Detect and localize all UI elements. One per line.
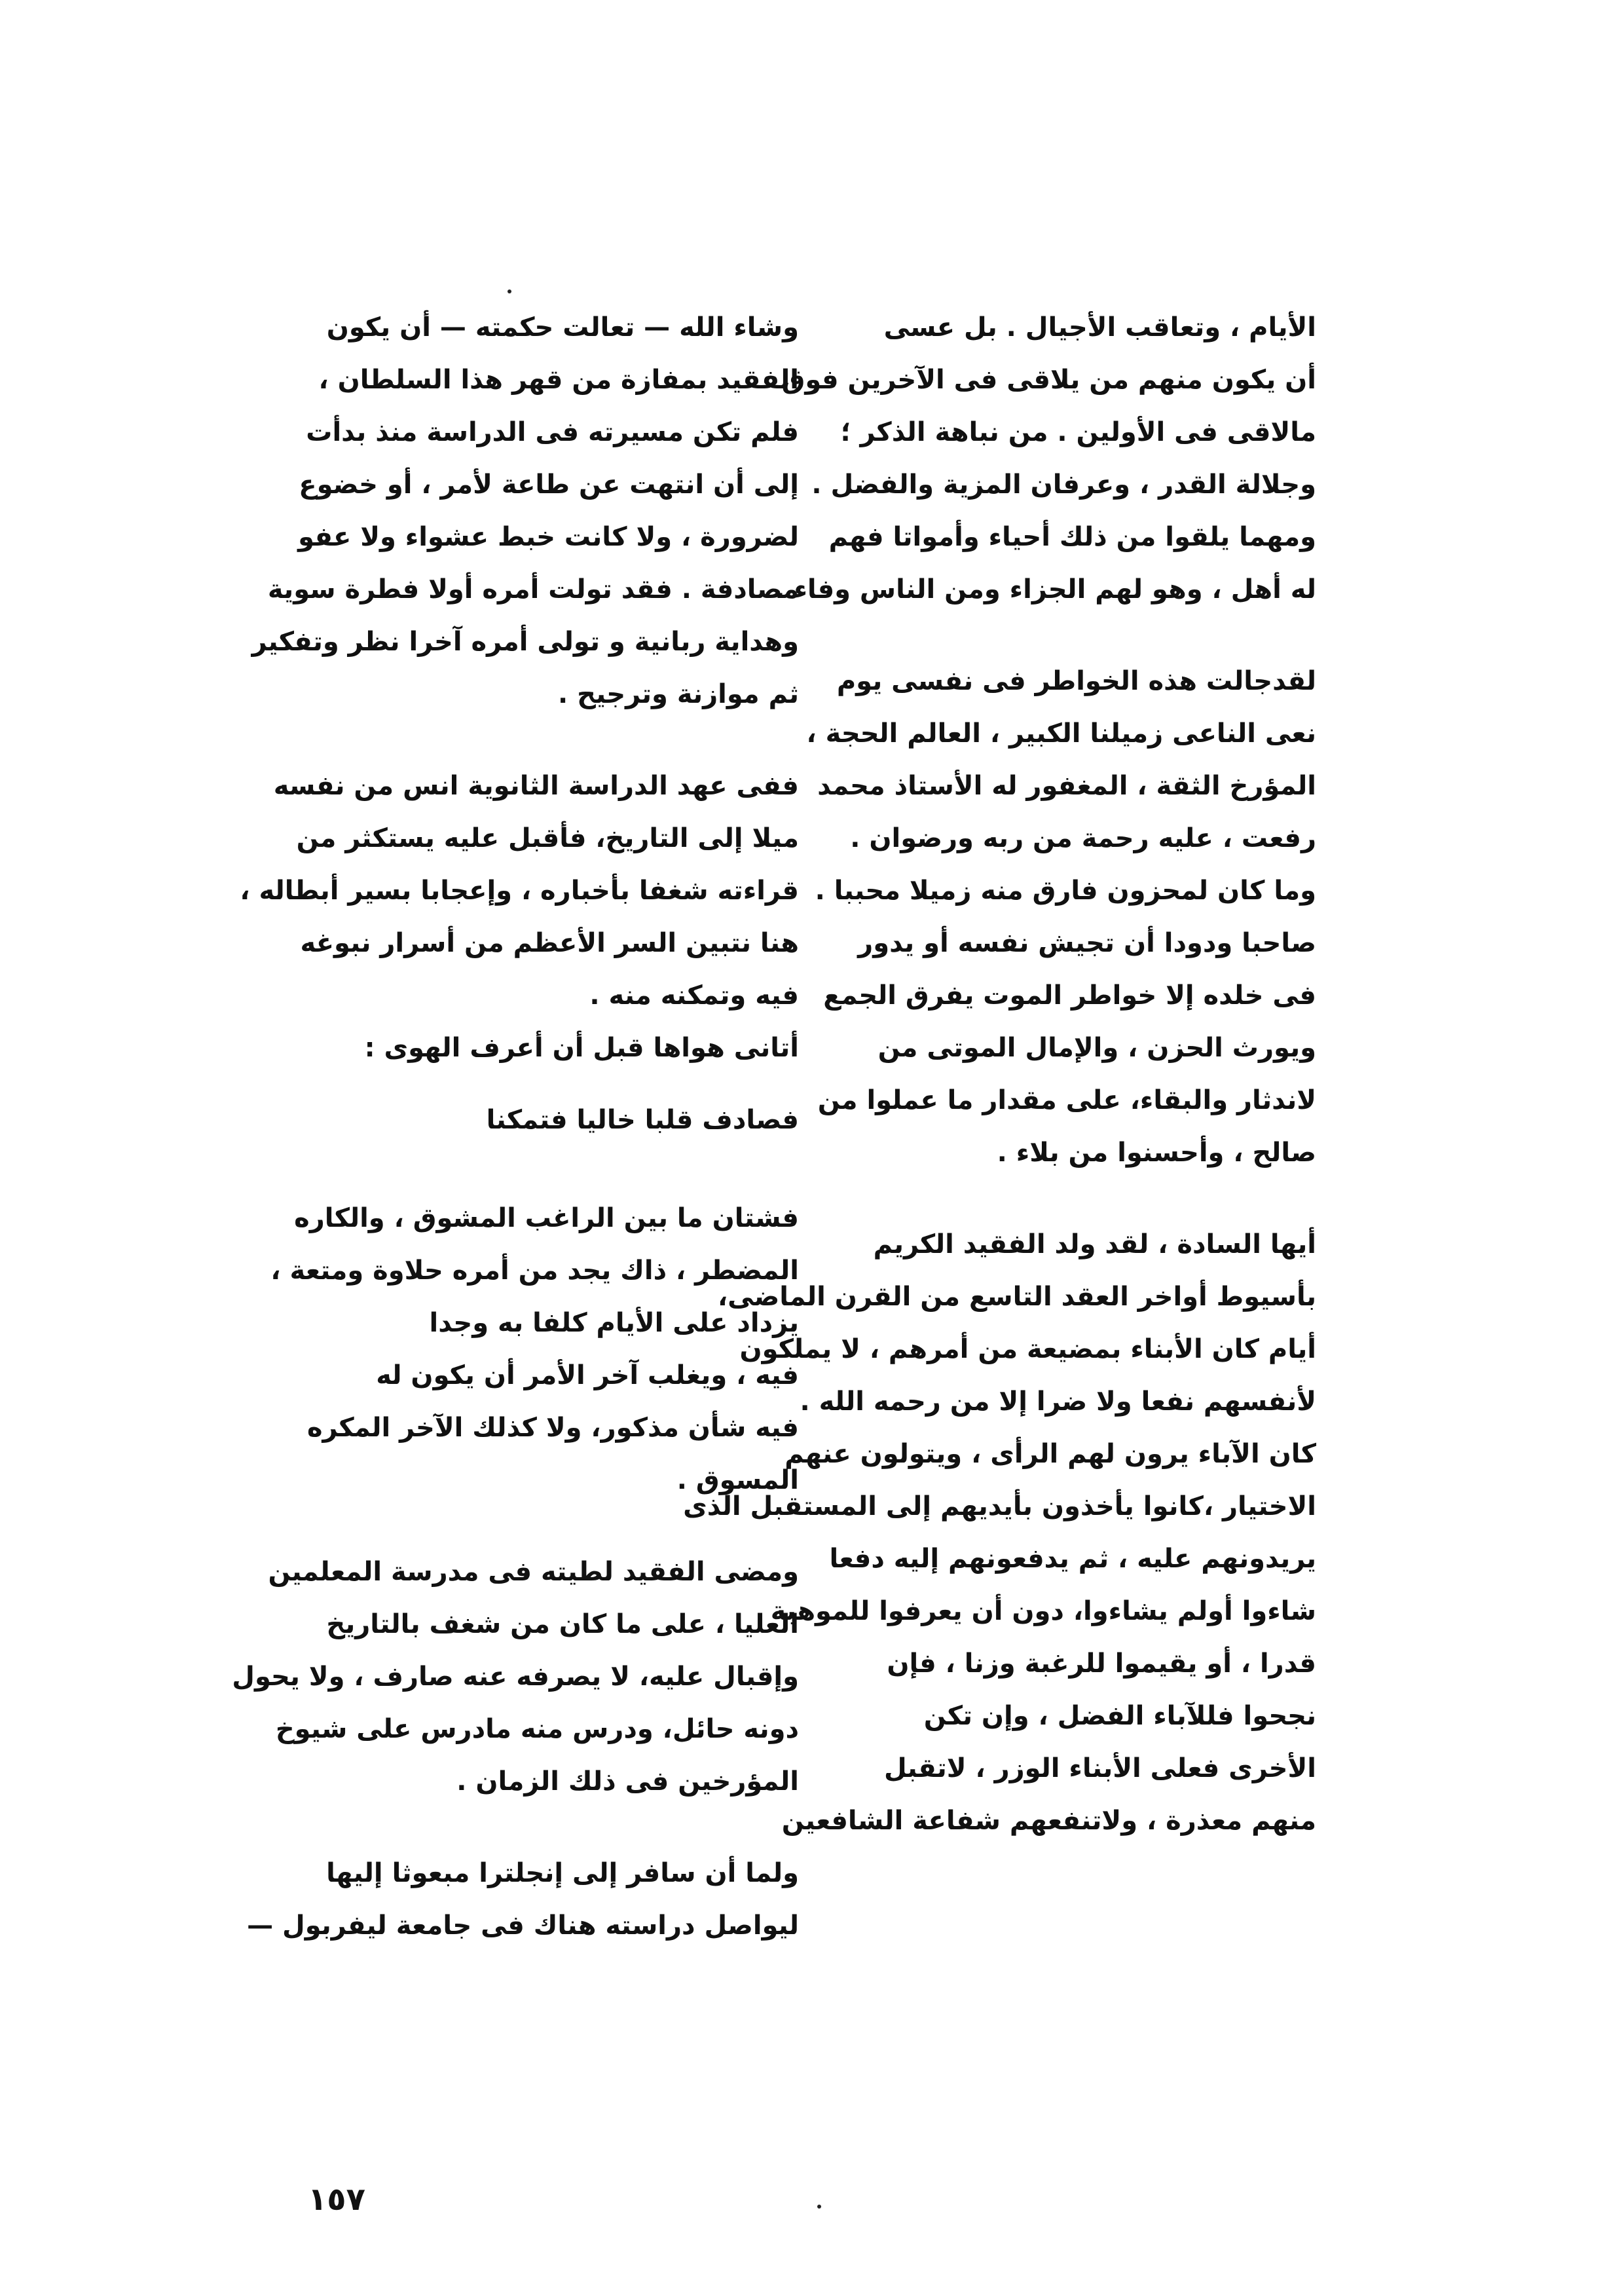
text-line: كان الآباء يرون لهم الرأى ، ويتولون عنهم <box>784 1439 1316 1469</box>
text-line: ومضى الفقيد لطيته فى مدرسة المعلمين <box>268 1557 799 1587</box>
text-line: ولما أن سافر إلى إنجلترا مبعوثا إليها <box>326 1858 799 1888</box>
text-line: لاندثار والبقاء، على مقدار ما عملوا من <box>817 1085 1316 1115</box>
scan-speck <box>507 289 511 293</box>
text-line: المسوق . <box>676 1465 799 1495</box>
page-number: ١٥٧ <box>308 2181 365 2218</box>
verse-line: أتانى هواها قبل أن أعرف الهوى : <box>364 1033 799 1063</box>
text-line: هنا نتبين السر الأعظم من أسرار نبوغه <box>300 928 799 958</box>
text-line: قدرا ، أو يقيموا للرغبة وزنا ، فإن <box>887 1649 1316 1679</box>
text-line: مصادفة . فقد تولت أمره أولا فطرة سوية <box>267 574 799 605</box>
text-line: فيه ، ويغلب آخر الأمر أن يكون له <box>376 1360 799 1390</box>
text-line: الأيام ، وتعاقب الأجيال . بل عسى <box>883 312 1316 343</box>
paragraph <box>805 655 1316 1179</box>
text-line: مالاقى فى الأولين . من نباهة الذكر ؛ <box>840 417 1316 447</box>
text-line: إلى أن انتهت عن طاعة لأمر ، أو خضوع <box>299 470 799 500</box>
text-line: صالح ، وأحسنوا من بلاء . <box>997 1138 1316 1168</box>
text-line: المؤرخين فى ذلك الزمان . <box>456 1766 799 1797</box>
text-line: يريدونهم عليه ، ثم يدفعونهم إليه دفعا <box>829 1544 1316 1574</box>
text-line: أيام كان الأبناء بمضيعة من أمرهم ، لا يملكون <box>739 1334 1316 1364</box>
text-line: فى خلده إلا خواطر الموت يفرق الجمع <box>823 980 1316 1011</box>
text-line: ففى عهد الدراسة الثانوية انس من نفسه <box>273 771 799 801</box>
text-line: وما كان لمحزون فارق منه زميلا محببا . <box>815 876 1316 906</box>
text-line: أيها السادة ، لقد ولد الفقيد الكريم <box>873 1229 1316 1259</box>
text-line: قراءته شغفا بأخباره ، وإعجابا بسير أبطاله ، <box>240 876 799 906</box>
text-line: له أهل ، وهو لهم الجزاء ومن الناس وفاء . <box>775 574 1316 605</box>
text-line: الاختيار ،كانوا يأخذون بأيديهم إلى المستقبل الذى <box>683 1491 1316 1521</box>
text-line: المضطر ، ذاك يجد من أمره حلاوة ومتعة ، <box>270 1256 799 1286</box>
text-line: ومهما يلقوا من ذلك أحياء وأمواتا فهم <box>828 522 1316 552</box>
left-column <box>232 301 799 1952</box>
text-line: العليا ، على ما كان من شغف بالتاريخ <box>326 1609 799 1639</box>
text-line: المؤرخ الثقة ، المغفور له الأستاذ محمد <box>817 771 1316 801</box>
text-line: وشاء الله — تعالت حكمته — أن يكون <box>326 312 799 343</box>
text-line: ليواصل دراسته هناك فى جامعة ليفربول — <box>247 1911 799 1941</box>
text-line: صاحبا ودودا أن تجيش نفسه أو يدور <box>858 928 1316 958</box>
text-line: ثم موازنة وترجيح . <box>558 679 799 709</box>
text-line: بأسيوط أواخر العقد التاسع من القرن الماضى، <box>717 1282 1316 1312</box>
text-line: أن يكون منهم من يلاقى فى الآخرين فوق <box>781 365 1316 395</box>
text-line: الأخرى فعلى الأبناء الوزر ، لاتقبل <box>883 1753 1316 1783</box>
text-line: فلم تكن مسيرته فى الدراسة منذ بدأت <box>306 417 799 447</box>
paragraph <box>775 301 1316 616</box>
text-line: ويورث الحزن ، والإمال الموتى من <box>877 1033 1316 1063</box>
text-line: نعى الناعى زميلنا الكبير ، العالم الحجة ، <box>806 718 1316 749</box>
text-line: دونه حائل، ودرس منه مادرس على شيوخ <box>275 1714 799 1744</box>
text-line: فيه وتمكنه منه . <box>589 980 799 1011</box>
scan-speck <box>817 2205 821 2209</box>
text-line: لقدجالت هذه الخواطر فى نفسى يوم <box>836 666 1316 696</box>
paragraph <box>251 301 799 720</box>
text-line: وهداية ربانية و تولى أمره آخرا نظر وتفكير <box>251 627 799 657</box>
text-line: فيه شأن مذكور، ولا كذلك الآخر المكره <box>306 1413 799 1443</box>
text-line: وإقبال عليه، لا يصرفه عنه صارف ، ولا يحول <box>232 1662 799 1692</box>
text-line: لأنفسهم نفعا ولا ضرا إلا من رحمه الله . <box>800 1387 1316 1417</box>
text-line: شاءوا أولم يشاءوا، دون أن يعرفوا للموهبة <box>770 1596 1316 1626</box>
text-line: فشتان ما بين الراغب المشوق ، والكاره <box>294 1203 799 1233</box>
paragraph <box>247 1847 799 1952</box>
text-line: رفعت ، عليه رحمة من ربه ورضوان . <box>850 823 1316 853</box>
paragraph <box>232 1546 799 1808</box>
text-line: الفقيد بمفازة من قهر هذا السلطان ، <box>318 365 799 395</box>
text-line: لضرورة ، ولا كانت خبط عشواء ولا عفو <box>298 522 799 552</box>
text-line: منهم معذرة ، ولاتنفعهم شفاعة الشافعين <box>781 1806 1316 1836</box>
verse-line: فصادف قلبا خاليا فتمكنا <box>486 1105 799 1135</box>
text-line: ميلا إلى التاريخ، فأقبل عليه يستكثر من <box>296 823 799 853</box>
text-line: يزداد على الأيام كلفا به وجدا <box>429 1308 799 1338</box>
text-line: وجلالة القدر ، وعرفان المزية والفضل . <box>811 470 1316 500</box>
paragraph <box>240 760 799 1074</box>
text-line: نجحوا فللآباء الفضل ، وإن تكن <box>923 1701 1316 1731</box>
paragraph <box>270 1192 799 1506</box>
